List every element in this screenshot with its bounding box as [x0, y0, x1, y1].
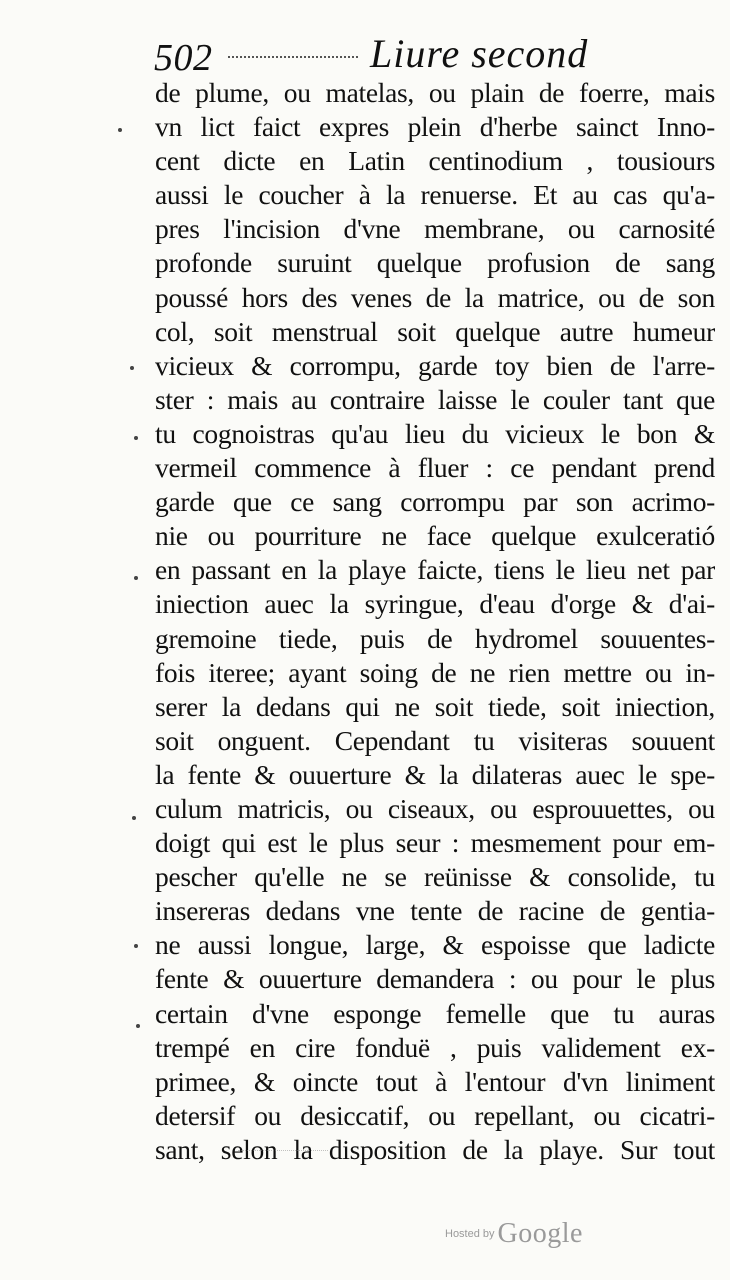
text-line: fente & ouuerture demandera : ou pour le plus — [155, 963, 715, 995]
text-line: gremoine tiede, puis de hydromel souuentes- — [155, 622, 715, 654]
text-line: certain d'vne esponge femelle que tu auras — [155, 997, 715, 1029]
text-line: insereras dedans vne tente de racine de gentia- — [155, 895, 715, 927]
text-line: soit onguent. Cependant tu visiteras souuent — [155, 724, 715, 756]
text-line: en passant en la playe faicte, tiens le lieu net par — [155, 554, 715, 586]
text-line: aussi le coucher à la renuerse. Et au cas qu'a- — [155, 179, 715, 211]
text-line: la fente & ouuerture & la dilateras auec le spe- — [155, 758, 715, 790]
text-line: vicieux & corrompu, garde toy bien de l'arre- — [155, 349, 715, 381]
margin-dot — [136, 1024, 140, 1028]
text-line: trempé en cire fonduë , puis validement ex- — [155, 1031, 715, 1063]
text-line: detersif ou desiccatif, ou repellant, ou cicatri- — [155, 1099, 715, 1131]
text-line: ster : mais au contraire laisse le couler tant que — [155, 383, 715, 415]
text-line: profonde suruint quelque profusion de sang — [155, 247, 715, 279]
page-number: 502 — [154, 37, 213, 79]
text-line: nie ou pourriture ne face quelque exulceratió — [155, 520, 715, 552]
text-line: sant, selon la disposition de la playe. Sur tout — [155, 1133, 715, 1165]
text-line: de plume, ou matelas, ou plain de foerre, mais — [155, 77, 715, 108]
text-line: doigt qui est le plus seur : mesmement pour em- — [155, 827, 715, 859]
margin-dot — [130, 366, 134, 370]
text-line: col, soit menstrual soit quelque autre humeur — [155, 315, 715, 347]
running-title: Liure second — [370, 31, 589, 76]
text-line: fois iteree; ayant soing de ne rien mettre ou in- — [155, 656, 715, 688]
margin-dot — [134, 944, 138, 948]
text-line: vermeil commence à fluer : ce pendant prend — [155, 452, 715, 484]
margin-dot — [134, 576, 138, 580]
google-logo: Google — [497, 1218, 583, 1249]
text-line: culum matricis, ou ciseaux, ou esprouuettes, ou — [155, 792, 715, 824]
text-line: cent dicte en Latin centinodium , tousiours — [155, 145, 715, 177]
text-line: iniection auec la syringue, d'eau d'orge & d'ai- — [155, 588, 715, 620]
text-line: garde que ce sang corrompu par son acrimo- — [155, 486, 715, 518]
margin-dot — [118, 128, 122, 132]
text-line: pres l'incision d'vne membrane, ou carnosité — [155, 213, 715, 245]
header-ornament-rule — [228, 56, 358, 58]
hosted-by-label: Hosted by — [445, 1228, 495, 1240]
text-line: primee, & oincte tout à l'entour d'vn liniment — [155, 1065, 715, 1097]
page-header — [148, 30, 708, 80]
faded-catchword — [238, 1150, 328, 1173]
text-line: tu cognoistras qu'au lieu du vicieux le bon & — [155, 417, 715, 449]
margin-dot — [132, 816, 136, 820]
text-line: poussé hors des venes de la matrice, ou de son — [155, 281, 715, 313]
text-line: pescher qu'elle ne se reünisse & consolide, tu — [155, 861, 715, 893]
text-line: serer la dedans qui ne soit tiede, soit iniection, — [155, 690, 715, 722]
body-text — [155, 76, 715, 1167]
margin-dot — [134, 436, 138, 440]
hosted-by-watermark — [445, 1218, 583, 1250]
text-line: ne aussi longue, large, & espoisse que ladicte — [155, 929, 715, 961]
text-line: vn lict faict expres plein d'herbe sainct Inno- — [155, 111, 715, 143]
